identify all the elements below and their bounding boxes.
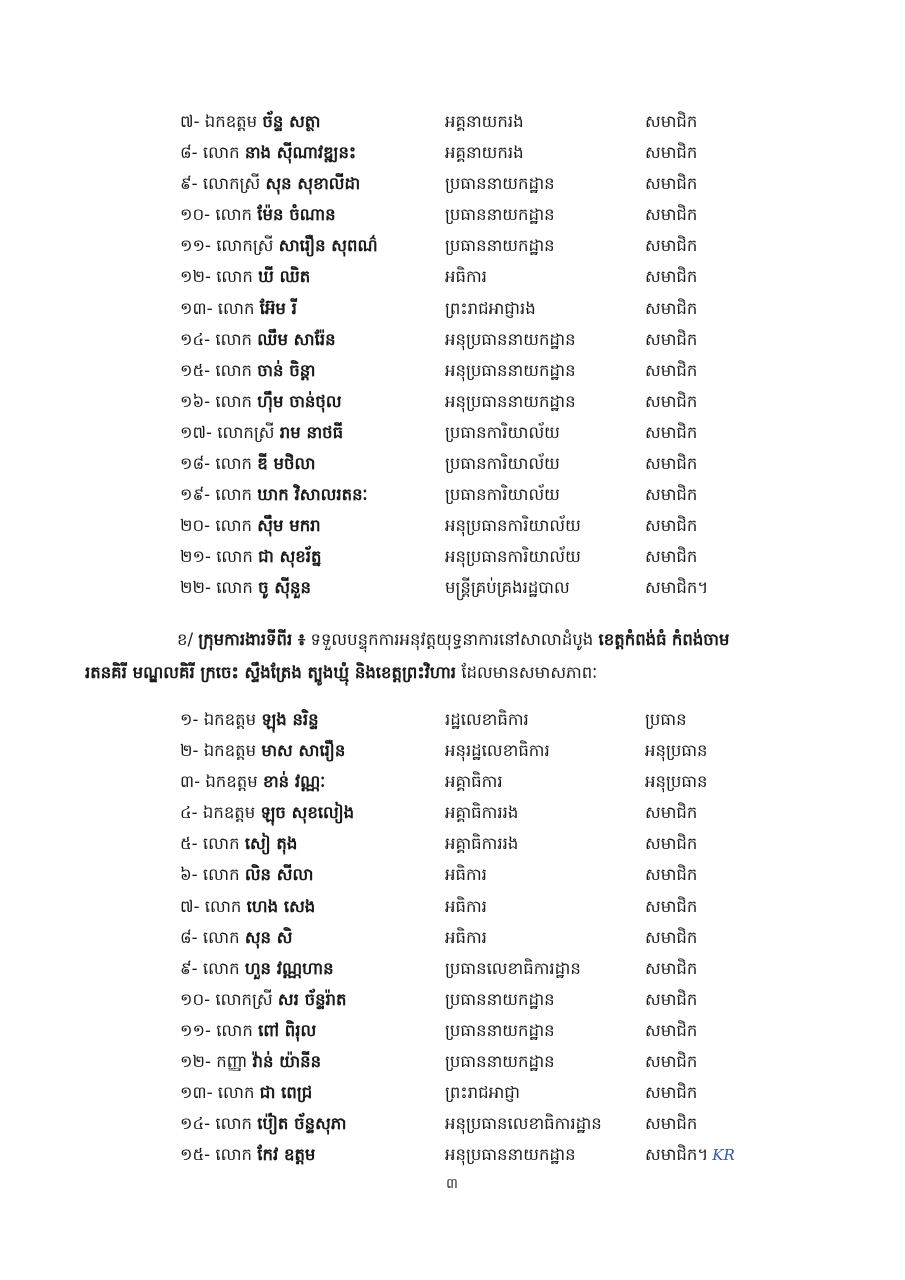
section-description: ទទួលបន្ទុកការអនុវត្តយុទ្ធនាការនៅសាលាដំបូង (310, 630, 594, 649)
member-number: ២២- (180, 578, 211, 598)
member-role: សមាជិក (645, 989, 698, 1009)
member-name: ខាន់ វណ្ណៈ (262, 772, 326, 792)
member-name: ចូ ស៊ីនួន (258, 578, 311, 598)
member-honorific: លោក (215, 205, 253, 225)
section-title: ក្រុមការងារទីពីរ ៖ (198, 630, 306, 649)
member-position: អនុប្រធានការិយាល័យ (445, 516, 581, 536)
member-number: ១៦- (180, 391, 211, 411)
member-name: សារឿន សុពណ៌ (278, 236, 378, 256)
member-role: សមាជិក (645, 927, 698, 947)
member-position: អធិការ (445, 865, 487, 885)
member-number: ១៣- (180, 298, 213, 318)
member-role-cell (645, 1046, 697, 1077)
member-name-cell (180, 984, 347, 1015)
member-role: សមាជិក (645, 205, 698, 225)
member-role: សមាជិក (645, 865, 698, 885)
member-position: ប្រធានលេខាធិការដ្ឋាន (445, 958, 581, 978)
member-name: សុន សុខាលីដា (265, 174, 361, 194)
member-position: អគ្គាធិការរង (445, 803, 519, 823)
member-name: វ៉ាន់ យ៉ានីន (252, 1052, 322, 1072)
member-name-cell (180, 766, 325, 797)
member-role-cell (645, 953, 697, 984)
member-name: ស៊ឹម មករា (257, 516, 321, 536)
member-role-cell (645, 479, 697, 510)
member-name-cell (180, 922, 292, 953)
member-number: ១២- (180, 1052, 211, 1072)
page-number: ៣ (446, 1176, 458, 1192)
member-honorific: ឯកឧត្តម (203, 741, 257, 761)
member-name-cell (180, 1046, 321, 1077)
member-name: អ៊ែម រី (259, 298, 297, 318)
member-name-cell (180, 199, 336, 230)
member-number: ១០- (180, 989, 211, 1009)
member-honorific: លោក (215, 391, 253, 411)
member-honorific: លោក (215, 1114, 253, 1134)
member-role: សមាជិក (645, 1052, 698, 1072)
member-number: ១- (180, 710, 199, 729)
member-role-cell (645, 1077, 697, 1108)
member-role-cell (645, 1108, 697, 1139)
member-row (180, 797, 820, 828)
member-name: សុន សិ (244, 927, 293, 947)
member-role: សមាជិក (645, 547, 698, 567)
member-honorific: លោក (202, 865, 240, 885)
member-row (180, 1077, 820, 1108)
section-province-kampong-cham: កំពង់ចាម (671, 630, 730, 649)
member-name: លិន សីលា (244, 865, 314, 885)
member-name: សៀ តុង (244, 834, 298, 854)
member-name-cell (180, 510, 321, 541)
member-name-cell (180, 168, 360, 199)
member-position: ប្រធាននាយកដ្ឋាន (445, 174, 555, 194)
member-position: អធិការ (445, 896, 487, 916)
member-number: ១០- (180, 205, 211, 225)
member-name: ឃី ឈិត (258, 267, 311, 287)
member-name: មាស សារឿន (261, 741, 346, 761)
member-role-cell (645, 704, 687, 735)
member-position: អនុប្រធាននាយកដ្ឋាន (445, 1145, 576, 1165)
member-role: សមាជិក (645, 958, 698, 978)
member-role-cell (645, 1015, 697, 1046)
member-role-cell (645, 735, 708, 766)
member-name: ជា សុខរ័ត្ន (258, 547, 322, 567)
member-honorific: កញ្ញា (216, 1052, 248, 1072)
member-row (180, 324, 820, 355)
member-role: សមាជិក (645, 422, 698, 442)
member-number: ៩- (180, 174, 198, 194)
member-number: ១៨- (180, 454, 211, 474)
member-number: ១២- (180, 267, 211, 287)
member-list-group-1 (180, 106, 820, 604)
member-number: ២០- (180, 516, 211, 536)
member-role-cell (645, 1139, 735, 1171)
member-role: ប្រធាន (645, 710, 687, 729)
member-number: ១៧- (180, 422, 212, 442)
member-role-cell (645, 261, 697, 292)
member-name: រាម នាថធី (279, 422, 344, 442)
member-honorific: លោកស្រី (215, 989, 273, 1009)
member-position: ប្រធានការិយាល័យ (445, 454, 560, 474)
member-honorific: ឯកឧត្តម (204, 112, 258, 131)
member-number: ១៩- (180, 485, 211, 505)
member-position: អគ្គនាយករង (445, 112, 524, 131)
member-row (180, 1108, 820, 1139)
member-role: សមាជិក (645, 485, 698, 505)
member-row (180, 137, 820, 168)
member-position: ប្រធាននាយកដ្ឋាន (445, 989, 555, 1009)
member-name-cell (180, 1015, 316, 1046)
member-role-cell (645, 386, 697, 417)
member-name: កែវ ឧត្តម (257, 1145, 316, 1165)
member-role-cell (645, 828, 697, 859)
section-province-start: ខេត្តកំពង់ធំ (598, 630, 667, 649)
member-row (180, 1139, 820, 1170)
member-row (180, 479, 820, 510)
member-row (180, 859, 820, 890)
member-position: ព្រះរាជអាជ្ញារង (445, 298, 536, 318)
member-honorific: លោក (216, 578, 253, 598)
member-position: អគ្គនាយករង (445, 143, 524, 163)
member-number: ១១- (180, 1020, 211, 1040)
member-honorific: លោក (216, 267, 253, 287)
member-position: អនុរដ្ឋលេខាធិការ (445, 741, 550, 761)
member-honorific: លោក (204, 896, 242, 916)
member-honorific: លោកស្រី (217, 422, 275, 442)
member-role-cell (645, 510, 697, 541)
member-name: ជា ពេជ្រ (259, 1083, 313, 1103)
member-honorific: ឯកឧត្តម (202, 803, 256, 823)
member-position: អនុប្រធានលេខាធិការដ្ឋាន (445, 1114, 602, 1134)
member-name-cell (180, 1139, 315, 1170)
member-honorific: លោកស្រី (216, 236, 274, 256)
member-honorific: លោក (215, 485, 253, 505)
member-number: ៧- (180, 112, 200, 131)
member-row (180, 766, 820, 797)
member-name: ឡុង នរិន្ទ (261, 710, 319, 729)
member-row (180, 355, 820, 386)
member-row (180, 199, 820, 230)
member-number: ៤- (180, 803, 198, 823)
member-honorific: លោកស្រី (202, 174, 261, 194)
member-honorific: លោក (215, 1145, 253, 1165)
member-role: សមាជិក (645, 1083, 698, 1103)
member-name: ពៅ ពិរុល (258, 1020, 317, 1040)
member-honorific: លោក (202, 834, 240, 854)
member-role: សមាជិក (645, 236, 698, 256)
member-name-cell (180, 324, 336, 355)
member-row (180, 448, 820, 479)
member-name-cell (180, 797, 354, 828)
member-role-cell (645, 199, 697, 230)
member-name-cell (180, 479, 368, 510)
member-number: ៧- (180, 896, 200, 916)
member-role-cell (645, 355, 697, 386)
section-provinces: រតនគិរី មណ្ឌលគិរី ក្រចេះ ស្ទឹងត្រែង ត្បូងឃ្មុំ និងខេត្តព្រះវិហារ (85, 663, 457, 682)
member-role-cell (645, 448, 697, 479)
member-number: ១៤- (180, 1114, 211, 1134)
member-role: សមាជិក។ (645, 578, 709, 598)
member-role: សមាជិក (645, 834, 698, 854)
member-position: អធិការ (445, 267, 487, 287)
member-role: សមាជិក (645, 896, 698, 916)
member-honorific: លោក (215, 329, 253, 349)
member-number: ២១- (180, 547, 211, 567)
member-row (180, 386, 820, 417)
member-name-cell (180, 106, 321, 137)
member-name-cell (180, 230, 378, 261)
member-name-cell (180, 891, 315, 922)
member-honorific: លោក (215, 516, 253, 536)
member-position: ព្រះរាជអាជ្ញា (445, 1083, 521, 1103)
member-name-cell (180, 448, 315, 479)
member-number: ១៥- (180, 360, 211, 380)
member-role: អនុប្រធាន (645, 741, 708, 761)
member-row (180, 735, 820, 766)
member-number: ៩- (180, 958, 198, 978)
member-honorific: លោក (215, 360, 253, 380)
member-name: ឃាក វិសាលរតនៈ (257, 485, 368, 505)
member-name-cell (180, 355, 315, 386)
member-name-cell (180, 386, 342, 417)
member-number: ១៣- (180, 1083, 213, 1103)
member-name: ឈឹម សារ៉ែន (257, 329, 336, 349)
member-honorific: លោក (217, 298, 255, 318)
member-position: អធិការ (445, 927, 487, 947)
member-position: អនុប្រធានការិយាល័យ (445, 547, 581, 567)
member-name-cell (180, 293, 297, 324)
member-honorific: លោក (202, 143, 240, 163)
member-position: អគ្គាធិការរង (445, 834, 519, 854)
member-role: សមាជិក (645, 391, 698, 411)
member-name: ម៉ែន ចំណាន (257, 205, 336, 225)
member-list-group-2 (180, 704, 820, 1170)
section-number: ខ/ (177, 630, 194, 649)
section-composition-label: ដែលមានសមាសភាពៈ (461, 663, 598, 682)
member-role-cell (645, 106, 697, 137)
member-honorific: លោក (216, 547, 253, 567)
member-honorific: ឯកឧត្តម (203, 710, 257, 729)
member-honorific: លោក (216, 1020, 253, 1040)
member-position: អគ្គាធិការ (445, 772, 503, 792)
member-row (180, 230, 820, 261)
member-role: សមាជិក។ (645, 1145, 709, 1165)
member-role-cell (645, 859, 697, 890)
member-row (180, 922, 820, 953)
member-role-cell (645, 417, 697, 448)
member-role-cell (645, 324, 697, 355)
member-role-cell (645, 572, 708, 603)
member-position: អនុប្រធាននាយកដ្ឋាន (445, 360, 576, 380)
member-number: ១៥- (180, 1145, 211, 1165)
member-honorific: ឯកឧត្តម (205, 772, 258, 792)
member-role-cell (645, 230, 697, 261)
member-honorific: លោក (202, 958, 240, 978)
member-name-cell (180, 859, 313, 890)
member-number: ៨- (180, 143, 198, 163)
member-number: ៥- (180, 834, 198, 854)
member-row (180, 953, 820, 984)
member-position: អនុប្រធាននាយកដ្ឋាន (445, 391, 576, 411)
member-honorific: លោក (215, 454, 253, 474)
member-row (180, 510, 820, 541)
member-row (180, 541, 820, 572)
member-name-cell (180, 735, 345, 766)
handwritten-initials: KR (712, 1146, 735, 1165)
member-row (180, 261, 820, 292)
member-row (180, 984, 820, 1015)
member-role-cell (645, 541, 697, 572)
member-position: ប្រធាននាយកដ្ឋាន (445, 1020, 555, 1040)
member-name: ឡុច សុខលៀង (260, 803, 355, 823)
member-role: សមាជិក (645, 803, 698, 823)
member-honorific: លោក (202, 927, 240, 947)
member-row (180, 704, 820, 735)
member-honorific: លោក (217, 1083, 255, 1103)
member-name: ឌី មថិលា (257, 454, 316, 474)
member-row (180, 828, 820, 859)
member-row (180, 106, 820, 137)
member-name: សរ ច័ន្ទរ៉ាត (277, 989, 347, 1009)
member-role-cell (645, 922, 697, 953)
member-number: ២- (180, 741, 199, 761)
member-name-cell (180, 1077, 312, 1108)
member-position: អនុប្រធាននាយកដ្ឋាន (445, 329, 576, 349)
member-position: ប្រធាននាយកដ្ឋាន (445, 236, 555, 256)
member-position: ប្រធាននាយកដ្ឋាន (445, 205, 555, 225)
member-role: អនុប្រធាន (645, 772, 708, 792)
member-role-cell (645, 984, 697, 1015)
member-row (180, 1046, 820, 1077)
member-number: ៨- (180, 927, 198, 947)
member-name-cell (180, 261, 310, 292)
member-role: សមាជិក (645, 1114, 698, 1134)
member-name-cell (180, 572, 311, 603)
member-position: ប្រធាននាយកដ្ឋាន (445, 1052, 555, 1072)
member-name: ចាន់ ចិន្តា (257, 360, 316, 380)
member-role: សមាជិក (645, 1020, 698, 1040)
section-heading-group-2 (85, 623, 815, 689)
member-name-cell (180, 828, 297, 859)
member-role-cell (645, 168, 697, 199)
member-name: ហ៊ឹម ចាន់ថុល (257, 391, 342, 411)
member-position: មន្ត្រីគ្រប់គ្រងរដ្ឋបាល (445, 578, 570, 598)
member-role-cell (645, 137, 697, 168)
member-number: ៣- (180, 772, 201, 792)
member-role-cell (645, 293, 697, 324)
member-role: សមាជិក (645, 360, 698, 380)
member-name-cell (180, 1108, 347, 1139)
member-role-cell (645, 891, 697, 922)
section-heading-line-1 (85, 623, 815, 656)
member-role: សមាជិក (645, 143, 698, 163)
member-position: រដ្ឋលេខាធិការ (445, 710, 529, 729)
member-number: ៦- (180, 865, 198, 885)
member-role: សមាជិក (645, 329, 698, 349)
member-name-cell (180, 137, 356, 168)
member-role: សមាជិក (645, 516, 698, 536)
member-name-cell (180, 953, 334, 984)
section-heading-line-2 (85, 656, 815, 689)
member-role-cell (645, 766, 708, 797)
member-row (180, 891, 820, 922)
member-role: សមាជិក (645, 298, 698, 318)
member-role: សមាជិក (645, 267, 698, 287)
member-row (180, 417, 820, 448)
member-role: សមាជិក (645, 454, 698, 474)
member-name: ច័ន្ទ សត្ថា (262, 112, 321, 131)
member-row (180, 1015, 820, 1046)
member-role-cell (645, 797, 697, 828)
member-name: ប៉ៀត ច័ន្ទសុភា (257, 1114, 347, 1134)
member-role: សមាជិក (645, 112, 698, 131)
member-row (180, 293, 820, 324)
member-name: នាង ស៊ីណាវឌ្ឍនះ (244, 143, 357, 163)
member-name: ហួន វណ្ណហាន (244, 958, 334, 978)
member-position: ប្រធានការិយាល័យ (445, 422, 560, 442)
member-row (180, 572, 820, 603)
member-position: ប្រធានការិយាល័យ (445, 485, 560, 505)
member-name-cell (180, 541, 321, 572)
member-number: ១៤- (180, 329, 211, 349)
member-row (180, 168, 820, 199)
member-number: ១១- (180, 236, 211, 256)
member-name: ហេង សេង (246, 896, 316, 916)
member-name-cell (180, 704, 319, 735)
member-role: សមាជិក (645, 174, 698, 194)
member-name-cell (180, 417, 343, 448)
